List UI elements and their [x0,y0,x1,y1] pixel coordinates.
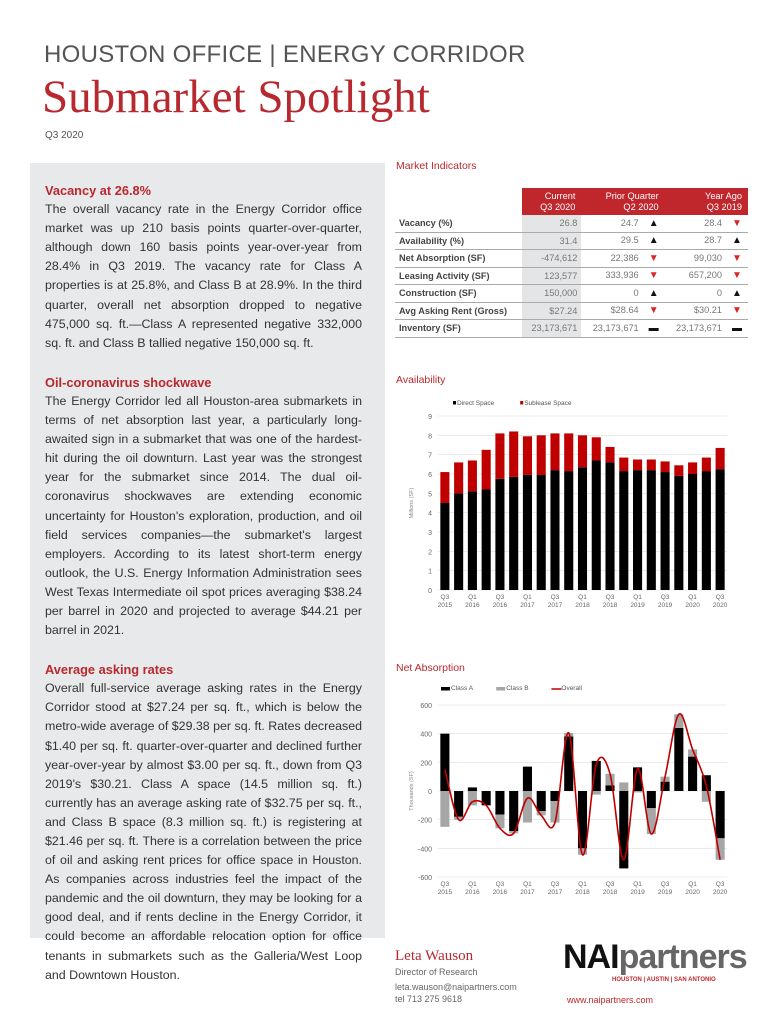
section-heading: Oil-coronavirus shockwave [45,374,212,390]
availability-chart-title: Availability [396,374,446,386]
contact-name: Leta Wauson [395,948,474,964]
bar-class-b [633,791,642,792]
x-tick-label: 2017 [520,889,535,896]
indicator-label: Vacancy (%) [395,215,522,232]
year-ago-cell [665,320,748,338]
bar-direct-space [537,475,546,590]
market-indicators-title: Market Indicators [396,160,477,172]
year-ago-cell [665,302,748,320]
header-blank [395,188,522,215]
indicator-row [395,250,748,268]
bar-direct-space [550,470,559,590]
arrow-down-icon: ▼ [732,305,742,317]
x-tick-label: 2019 [630,889,645,896]
bar-class-a [468,787,477,791]
bar-direct-space [633,470,642,590]
bar-direct-space [454,493,463,590]
section-body: The Energy Corridor led all Houston-area submarkets in terms of net absorption last year, a particularly long-awaited sign in a submarket that was one of the hardest-hit during the oil downturn. Last year was the strongest year for the submarket since 2014. The dual oil-coronavirus shockwaves are extending economic uncertainty for Houston's exploration, production, and oil field services companies—the submarket's largest employers. According to its latest short-term energy outlook, the U.S. Energy Information Administration sees West Texas Intermediate oil spot prices averaging $38.24 per barrel in 2020 and projected to average $44.21 per barrel in 2021. [45,393,362,638]
current-value: 123,577 [522,267,581,285]
bar-sublease-space [564,433,573,471]
bar-sublease-space [592,437,601,460]
col-label: Prior Quarter [605,190,659,201]
bar-sublease-space [523,436,532,475]
year-ago-cell [665,250,748,268]
article-column [45,181,362,1005]
x-tick-label: Q1 [523,594,532,601]
indicator-label: Construction (SF) [395,285,522,303]
bar-direct-space [619,471,628,590]
bar-sublease-space [688,462,697,474]
contact-phone: tel 713 275 9618 [395,994,463,1004]
x-tick-label: Q1 [633,594,642,601]
y-tick-label: 9 [428,414,432,421]
prior-value: 23,173,671 [592,322,639,333]
x-tick-label: Q3 [550,881,560,888]
net-absorption-chart-title: Net Absorption [396,662,465,674]
legend-label: Sublease Space [524,400,572,407]
x-tick-label: 2017 [547,602,563,609]
indicator-label: Leasing Activity (SF) [395,267,522,285]
y-tick-label: 5 [428,491,432,499]
x-tick-label: Q3 [605,594,615,601]
bar-direct-space [674,476,683,590]
arrow-down-icon: ▼ [732,252,742,264]
arrow-up-icon: ▲ [648,287,659,299]
arrow-up-icon: ▲ [732,235,742,247]
y-tick-label: 400 [420,731,432,739]
current-value: 26.8 [522,215,581,232]
y-tick-label: 7 [428,452,432,460]
bar-class-a [716,791,725,838]
legend-label: Class A [451,685,474,692]
y-tick-label: 3 [428,530,432,537]
indicator-row [395,232,748,250]
y-tick-label: 8 [428,433,432,441]
contact-role: Director of Research [395,967,478,977]
bar-direct-space [564,471,573,590]
year-ago-value: 657,200 [688,270,722,281]
x-tick-label: 2018 [575,889,590,896]
bar-class-b [495,815,504,829]
logo-partners: partners [618,938,747,976]
bar-class-a [495,791,504,815]
prior-value: 0 [633,287,639,298]
section-body: Overall full-service average asking rates in the Energy Corridor stood at $27.24 per sq. ft., which is below the metro-wide average of $29.38 per sq. ft. Rates decreased $1.40 per sq. ft. quarter-over-quarter and declined further year-over-year by almost $3.00 per sq. ft., down from Q3 2019's $30.21. Class A space (14.5 million sq. ft.) currently has an average asking rate of $32.75 per sq. ft., and Class B space (8.3 million sq. ft.) is registering at $21.46 per sq. ft. There is a correlation between the price of oil and asking rent prices for office space in Houston. As companies across industries feel the impact of the pandemic and the oil downturn, they may be looking for a good deal, and if rents decline in the Energy Corridor, it could become an affordable relocation option for office tenants in submarkets such as the Galleria/West Loop and Downtown Houston. [45,681,362,982]
x-tick-label: Q3 [715,881,725,888]
y-axis-label: Thousands (SF) [409,771,415,811]
year-ago-cell [665,215,748,232]
bar-direct-space [688,474,697,590]
prior-value: $28.64 [610,305,639,316]
year-ago-value: 28.7 [704,235,722,246]
x-tick-label: 2020 [712,889,728,896]
x-tick-label: 2020 [685,889,700,896]
legend-swatch [496,687,505,691]
bar-class-a [647,791,656,808]
nai-partners-logo [563,940,747,974]
bar-sublease-space [578,435,587,467]
x-tick-label: Q3 [495,881,505,888]
current-value: $27.24 [522,302,581,320]
article-section-vacancy [45,181,362,353]
x-tick-label: 2016 [465,602,480,609]
col-label: Year Ago [705,190,742,201]
bar-sublease-space [454,462,463,493]
bar-class-b [592,791,601,795]
bar-class-b [619,782,628,791]
article-section-shockwave [45,373,362,640]
bar-sublease-space [661,461,670,472]
y-tick-label: 0 [428,588,432,595]
bar-sublease-space [647,460,656,471]
x-tick-label: 2015 [437,602,453,609]
col-prior [581,188,664,215]
x-tick-label: Q3 [440,881,450,888]
section-body: The overall vacancy rate in the Energy Corridor office market was up 210 basis points quarter-over-quarter, although down 160 basis points year-over-year from 28.4% in Q3 2019. The vacancy rate for Class A properties is at 25.8%, and Class B at 28.9%. In the third quarter, overall net absorption dropped to negative 475,000 sq. ft.—Class A represented negative 332,000 sq. ft. and Class B tallied negative 150,000 sq. ft. [45,202,362,350]
bar-direct-space [702,471,711,590]
bar-class-b [523,791,532,823]
arrow-up-icon: ▲ [648,235,659,247]
x-tick-label: Q3 [550,594,560,601]
x-tick-label: 2015 [437,889,453,896]
bar-class-a [523,767,532,791]
x-tick-label: 2016 [465,889,480,896]
bar-sublease-space [440,472,449,503]
prior-cell [581,302,664,320]
no-change-icon: ▬ [732,322,742,334]
year-ago-cell [665,232,748,250]
x-tick-label: 2019 [657,889,673,896]
y-tick-label: -600 [417,875,432,882]
bar-sublease-space [468,460,477,491]
indicator-label: Availability (%) [395,232,522,250]
legend-label: Class B [506,685,529,692]
arrow-down-icon: ▼ [732,270,742,282]
contact-email[interactable]: leta.wauson@naipartners.com [395,982,517,992]
report-period: Q3 2020 [45,130,84,141]
arrow-down-icon: ▼ [648,252,659,264]
indicator-label: Inventory (SF) [395,320,522,338]
year-ago-cell [665,267,748,285]
current-value: 23,173,671 [522,320,581,338]
x-tick-label: Q1 [523,881,532,888]
legend-swatch [453,401,456,405]
prior-value: 24.7 [620,217,639,228]
availability-chart [395,395,740,610]
section-heading: Vacancy at 26.8% [45,183,152,198]
bar-sublease-space [633,460,642,471]
bar-sublease-space [509,431,518,476]
indicator-label: Net Absorption (SF) [395,250,522,268]
col-year-ago [665,188,748,215]
x-tick-label: 2016 [492,889,508,896]
bar-sublease-space [716,448,725,469]
col-period: Q2 2020 [623,201,659,212]
prior-cell [581,285,664,303]
bar-sublease-space [495,433,504,478]
report-title: Submarket Spotlight [42,71,430,123]
bar-class-a [619,791,628,868]
bar-sublease-space [702,458,711,472]
article-section-asking-rates [45,660,362,985]
y-tick-label: 2 [428,549,432,557]
col-label: Current [544,190,576,201]
y-tick-label: 0 [428,789,432,796]
prior-value: 29.5 [620,235,639,246]
bar-sublease-space [674,465,683,476]
bar-direct-space [482,489,491,590]
x-tick-label: 2019 [657,602,673,609]
prior-cell [581,232,664,250]
bar-sublease-space [537,435,546,475]
indicator-row [395,215,748,232]
year-ago-value: 28.4 [704,217,722,228]
x-tick-label: 2019 [630,602,645,609]
current-value: 150,000 [522,285,581,303]
bar-direct-space [647,470,656,590]
prior-value: 333,936 [605,270,639,281]
x-tick-label: Q1 [688,881,697,888]
legend-swatch [441,687,450,691]
prior-cell [581,320,664,338]
no-change-icon: ▬ [648,322,659,334]
col-current [522,188,581,215]
website-link[interactable]: www.naipartners.com [567,995,654,1005]
x-tick-label: Q3 [440,594,450,601]
bar-class-b [440,791,449,827]
arrow-down-icon: ▼ [648,305,659,317]
y-tick-label: -200 [417,817,432,825]
prior-value: 22,386 [610,252,639,263]
arrow-up-icon: ▲ [732,287,742,299]
x-tick-label: 2017 [520,602,535,609]
arrow-up-icon: ▲ [648,217,659,229]
bar-direct-space [578,467,587,590]
year-ago-cell [665,285,748,303]
section-heading: Average asking rates [45,662,174,678]
market-indicators-table [395,188,748,338]
prior-cell [581,215,664,232]
col-period: Q3 2019 [706,201,742,212]
bar-direct-space [509,477,518,590]
bar-sublease-space [619,458,628,472]
year-ago-value: 99,030 [693,252,722,263]
current-value: 31.4 [522,232,581,250]
legend-swatch [520,401,523,405]
x-tick-label: Q1 [468,881,477,888]
year-ago-value: $30.21 [693,305,722,316]
x-tick-label: 2020 [685,602,700,609]
x-tick-label: Q3 [660,881,670,888]
y-tick-label: 6 [428,472,432,479]
prior-cell [581,267,664,285]
x-tick-label: Q1 [688,594,697,601]
current-value: -474,612 [522,250,581,268]
indicator-label: Avg Asking Rent (Gross) [395,302,522,320]
x-tick-label: Q3 [715,594,725,601]
y-tick-label: 1 [428,568,432,576]
bar-direct-space [495,479,504,590]
x-tick-label: 2018 [575,602,590,609]
bar-class-a [688,757,697,791]
prior-cell [581,250,664,268]
bar-direct-space [592,460,601,590]
year-ago-value: 0 [716,287,722,298]
x-tick-label: 2020 [712,602,728,609]
indicator-row [395,302,748,320]
bar-sublease-space [550,433,559,470]
bar-sublease-space [482,450,491,490]
bar-class-a [537,791,546,811]
y-tick-label: -400 [417,846,432,854]
x-tick-label: Q3 [605,881,615,888]
x-tick-label: Q3 [660,594,670,601]
x-tick-label: 2018 [602,889,618,896]
x-tick-label: Q1 [578,594,587,601]
bar-class-b [468,791,477,805]
bar-direct-space [716,469,725,590]
bar-direct-space [440,503,449,590]
col-period: Q3 2020 [540,201,576,212]
year-ago-value: 23,173,671 [676,322,722,333]
bar-sublease-space [605,447,614,462]
arrow-down-icon: ▼ [732,217,742,229]
x-tick-label: Q1 [578,881,587,888]
y-tick-label: 600 [420,703,432,710]
indicator-row [395,285,748,303]
x-tick-label: Q1 [633,881,642,888]
indicator-row [395,320,748,338]
report-kicker: HOUSTON OFFICE | ENERGY CORRIDOR [44,41,526,68]
net-absorption-chart [395,680,740,900]
x-tick-label: 2016 [492,602,508,609]
bar-direct-space [523,475,532,590]
x-tick-label: Q1 [468,594,477,601]
logo-nai: NAI [563,938,619,976]
arrow-down-icon: ▼ [648,270,659,282]
indicator-row [395,267,748,285]
y-axis-label: Millions (SF) [409,487,415,519]
y-tick-label: 4 [428,510,432,518]
bar-direct-space [468,491,477,590]
x-tick-label: 2017 [547,889,563,896]
bar-direct-space [605,462,614,590]
logo-cities: HOUSTON | AUSTIN | SAN ANTONIO [612,977,716,983]
bar-direct-space [661,472,670,590]
x-tick-label: 2018 [602,602,618,609]
bar-class-a [674,728,683,791]
legend-label: Direct Space [457,400,495,407]
x-tick-label: Q3 [495,594,505,601]
y-tick-label: 200 [420,760,432,768]
legend-label: Overall [561,685,582,692]
